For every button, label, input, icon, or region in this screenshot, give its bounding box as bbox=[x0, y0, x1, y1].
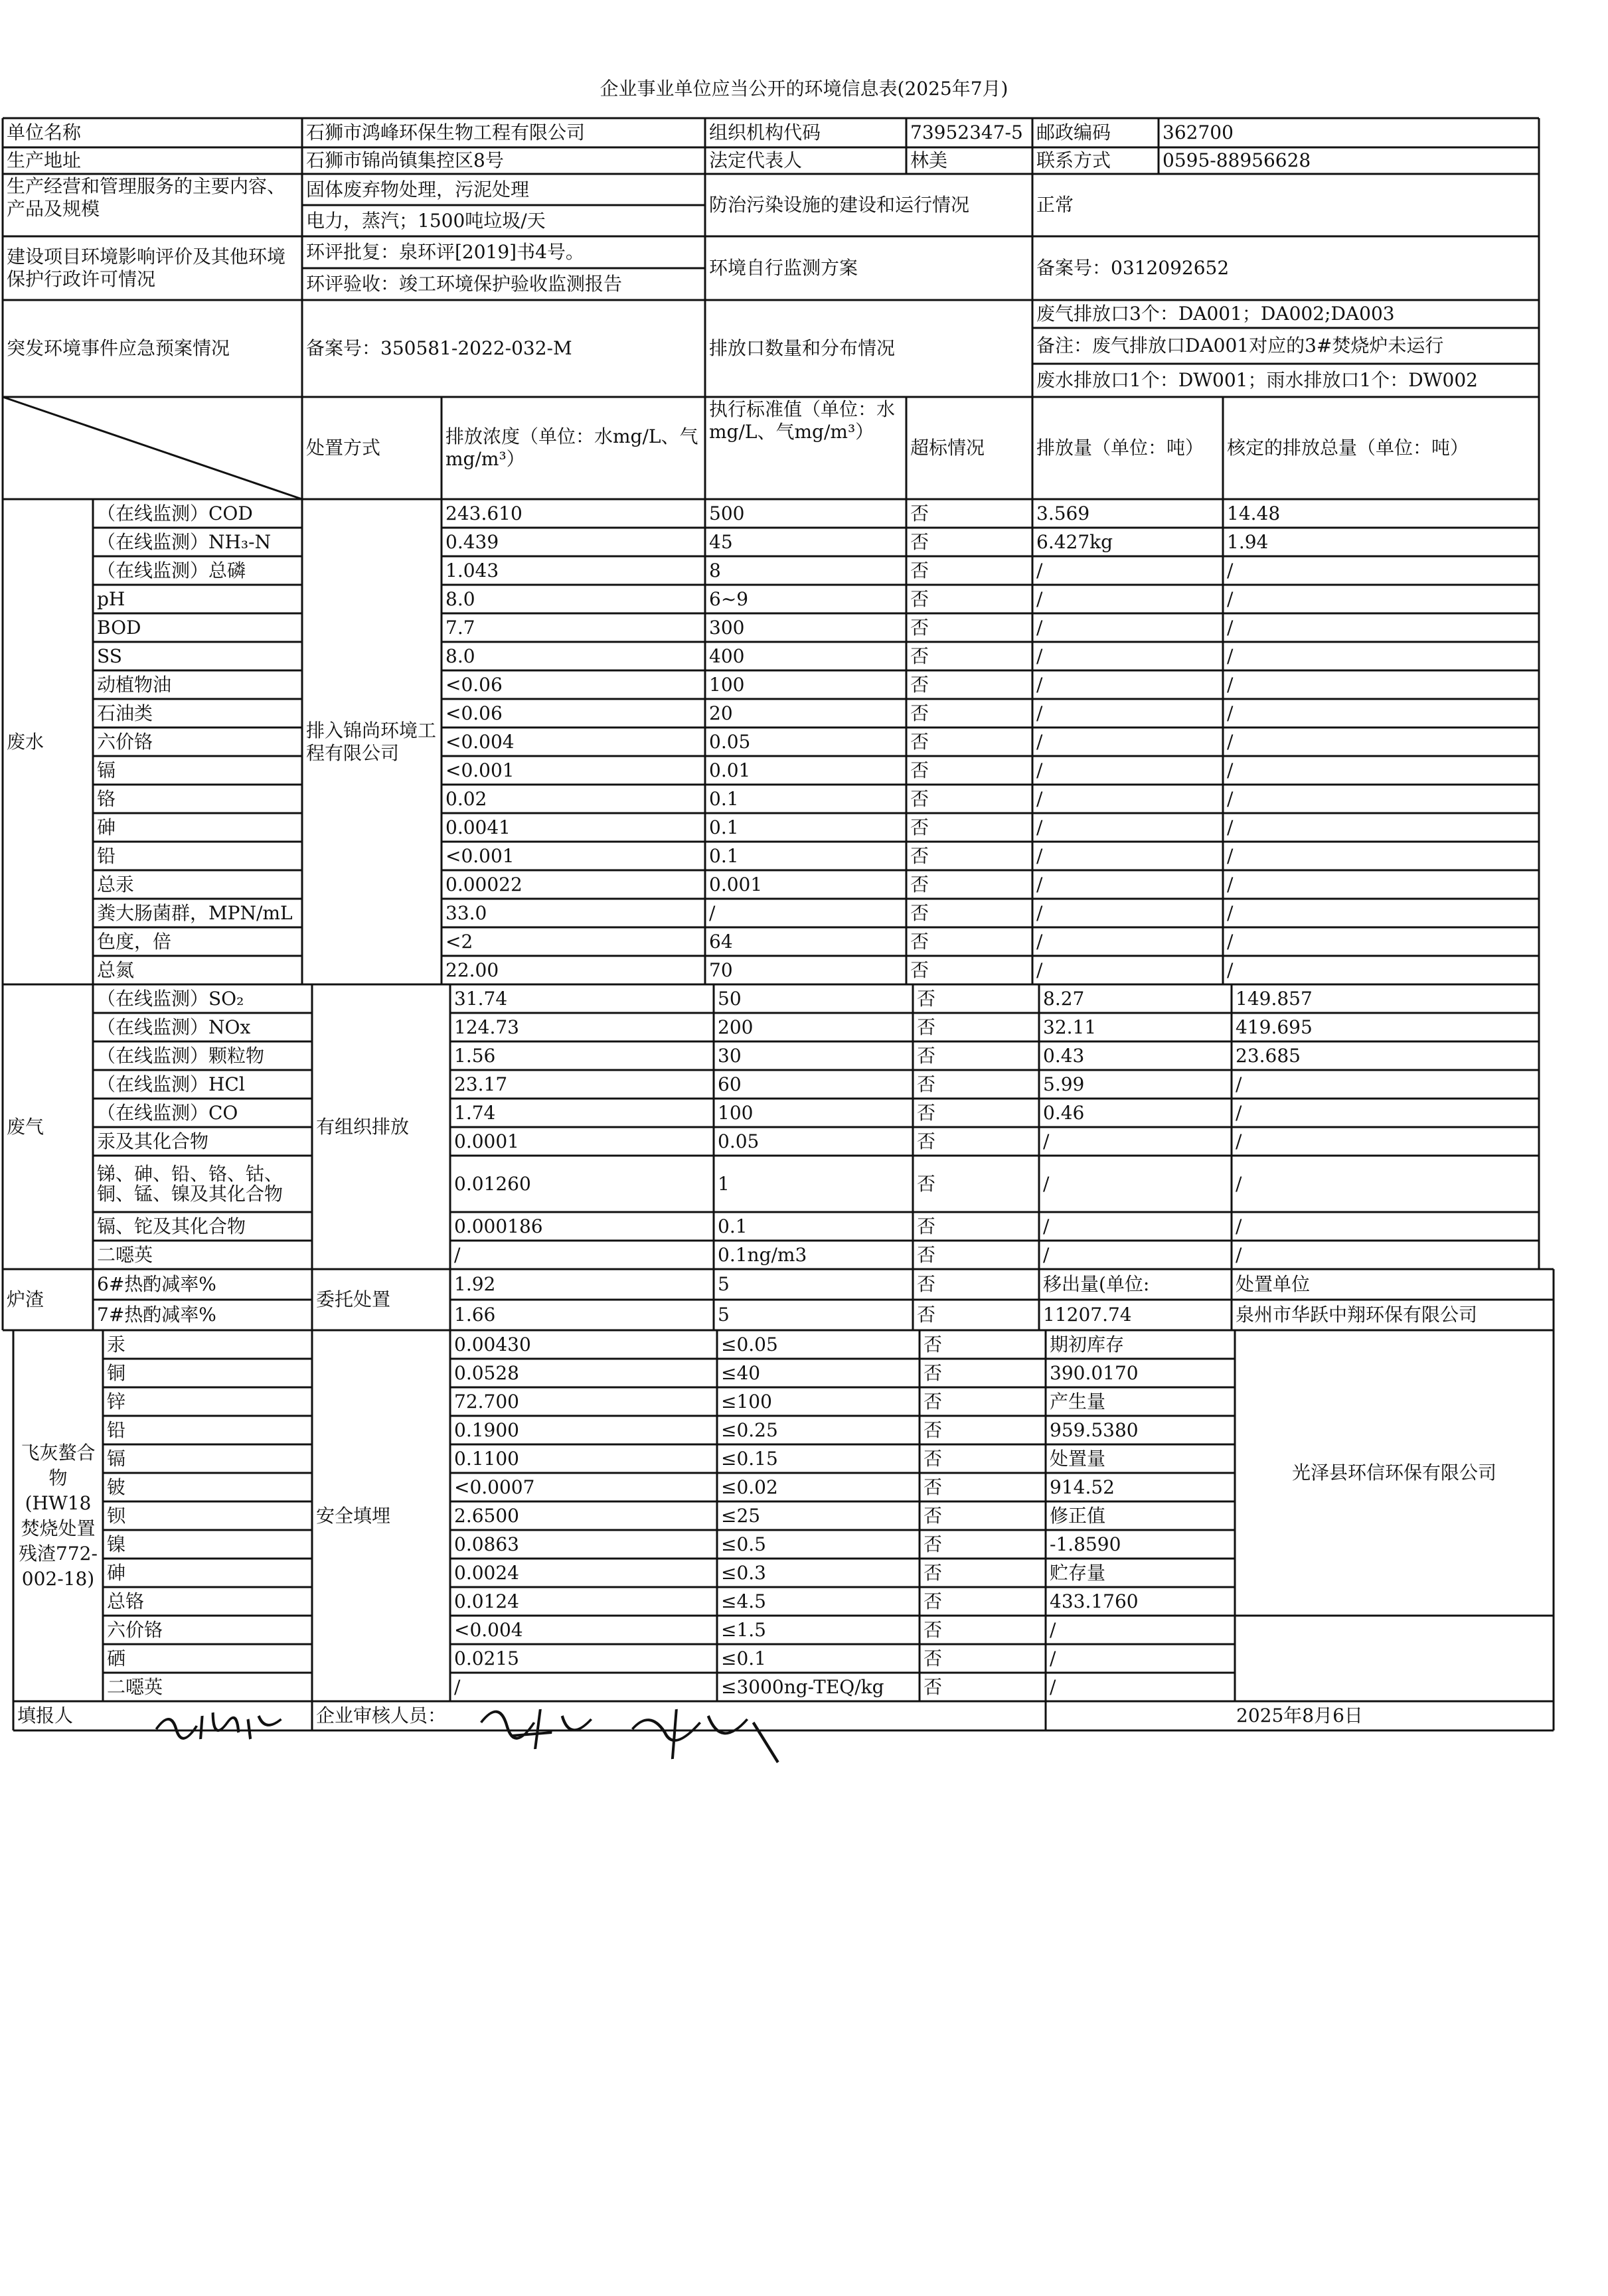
flyash-item-9: 总铬 bbox=[107, 1590, 145, 1612]
wastewater-concentration-6: <0.06 bbox=[445, 673, 503, 696]
flyash-stock-2: 产生量 bbox=[1050, 1390, 1106, 1413]
wastewater-standard-12: 0.1 bbox=[709, 844, 739, 867]
flyash-standard-0: ≤0.05 bbox=[721, 1333, 778, 1355]
wastegas-concentration-6: 0.01260 bbox=[454, 1172, 531, 1195]
wastewater-item-7: 石油类 bbox=[97, 702, 153, 724]
wastewater-concentration-3: 8.0 bbox=[445, 587, 475, 610]
wastewater-item-6: 动植物油 bbox=[97, 673, 172, 696]
wastewater-amount-14: / bbox=[1036, 901, 1043, 924]
slag-item-0: 6#热酌减率% bbox=[97, 1273, 216, 1295]
wastegas-exceed-7: 否 bbox=[917, 1215, 936, 1237]
reporter-label: 填报人 bbox=[17, 1705, 74, 1726]
slag-standard-0: 5 bbox=[718, 1273, 730, 1295]
wastewater-approved-4: / bbox=[1227, 616, 1234, 639]
wastegas-item-4: （在线监测）CO bbox=[97, 1101, 238, 1124]
wastewater-exceed-6: 否 bbox=[910, 673, 929, 696]
flyash-exceed-10: 否 bbox=[924, 1618, 943, 1641]
page-title: 企业事业单位应当公开的环境信息表(2025年7月) bbox=[600, 78, 1008, 100]
wastegas-standard-5: 0.05 bbox=[718, 1130, 760, 1152]
wastegas-exceed-3: 否 bbox=[917, 1073, 936, 1095]
flyash-item-7: 镍 bbox=[107, 1533, 126, 1555]
wastegas-item-7: 镉、铊及其化合物 bbox=[97, 1215, 246, 1237]
slag-concentration-0: 1.92 bbox=[454, 1273, 496, 1295]
flyash-method: 安全填埋 bbox=[316, 1504, 391, 1527]
flyash-concentration-9: 0.0124 bbox=[454, 1590, 519, 1612]
wastegas-approved-8: / bbox=[1236, 1243, 1242, 1266]
eia-label: 建设项目环境影响评价及其他环境保护行政许可情况 bbox=[7, 246, 286, 290]
slag-exceed-0: 否 bbox=[917, 1273, 936, 1295]
reviewer-signature bbox=[463, 1696, 812, 1778]
wastewater-approved-16: / bbox=[1227, 958, 1234, 981]
slag-unit: 泉州市华跃中翔环保有限公司 bbox=[1236, 1304, 1478, 1326]
flyash-exceed-12: 否 bbox=[924, 1675, 943, 1698]
wastewater-standard-3: 6~9 bbox=[709, 587, 749, 610]
wastewater-exceed-7: 否 bbox=[910, 702, 929, 724]
flyash-item-12: 二噁英 bbox=[107, 1675, 163, 1698]
wastewater-standard-4: 300 bbox=[709, 616, 745, 639]
wastewater-concentration-2: 1.043 bbox=[445, 559, 499, 581]
wastegas-method: 有组织排放 bbox=[316, 1115, 410, 1138]
flyash-standard-1: ≤40 bbox=[721, 1361, 761, 1384]
flyash-stock-5: 914.52 bbox=[1050, 1476, 1115, 1498]
wastewater-concentration-11: 0.0041 bbox=[445, 816, 511, 838]
wastewater-approved-6: / bbox=[1227, 673, 1234, 696]
wastewater-item-10: 铬 bbox=[97, 787, 116, 810]
wastewater-concentration-14: 33.0 bbox=[445, 901, 487, 924]
wastegas-standard-3: 60 bbox=[718, 1073, 742, 1095]
wastegas-amount-1: 32.11 bbox=[1043, 1016, 1097, 1038]
wastewater-concentration-16: 22.00 bbox=[445, 958, 499, 981]
flyash-stock-7: -1.8590 bbox=[1050, 1533, 1121, 1555]
wastewater-concentration-0: 243.610 bbox=[445, 502, 523, 524]
wastegas-category: 废气 bbox=[7, 1115, 44, 1138]
wastewater-item-3: pH bbox=[97, 587, 125, 610]
header-method: 处置方式 bbox=[306, 437, 381, 459]
wastewater-amount-9: / bbox=[1036, 759, 1043, 781]
business-1: 固体废弃物处理，污泥处理 bbox=[306, 178, 530, 200]
slag-concentration-1: 1.66 bbox=[454, 1304, 496, 1326]
wastegas-concentration-1: 124.73 bbox=[454, 1016, 519, 1038]
wastegas-approved-6: / bbox=[1236, 1172, 1242, 1195]
flyash-exceed-9: 否 bbox=[924, 1590, 943, 1612]
wastegas-item-0: （在线监测）SO₂ bbox=[97, 987, 244, 1010]
wastewater-standard-16: 70 bbox=[709, 958, 733, 981]
wastewater-standard-10: 0.1 bbox=[709, 787, 739, 810]
wastegas-amount-5: / bbox=[1043, 1130, 1050, 1152]
wastegas-amount-0: 8.27 bbox=[1043, 987, 1085, 1010]
grid-line bbox=[3, 397, 302, 499]
wastegas-concentration-8: / bbox=[454, 1243, 461, 1266]
wastegas-concentration-0: 31.74 bbox=[454, 987, 508, 1010]
wastewater-amount-12: / bbox=[1036, 844, 1043, 867]
monitoring: 备案号：0312092652 bbox=[1036, 257, 1230, 279]
wastegas-standard-8: 0.1ng/m3 bbox=[718, 1243, 807, 1266]
wastegas-amount-2: 0.43 bbox=[1043, 1044, 1085, 1067]
eia-2: 环评验收：竣工环境保护验收监测报告 bbox=[306, 273, 623, 295]
address: 石狮市锦尚镇集控区8号 bbox=[306, 149, 504, 171]
flyash-item-11: 硒 bbox=[107, 1647, 126, 1669]
wastewater-exceed-3: 否 bbox=[910, 587, 929, 610]
wastewater-standard-7: 20 bbox=[709, 702, 733, 724]
wastewater-concentration-13: 0.00022 bbox=[445, 873, 523, 895]
pollution-facility: 正常 bbox=[1036, 194, 1074, 216]
wastegas-item-1: （在线监测）NOx bbox=[97, 1016, 251, 1038]
wastewater-item-14: 粪大肠菌群，MPN/mL bbox=[97, 901, 293, 924]
flyash-item-10: 六价铬 bbox=[107, 1618, 163, 1641]
wastewater-approved-14: / bbox=[1227, 901, 1234, 924]
flyash-concentration-0: 0.00430 bbox=[454, 1333, 531, 1355]
flyash-stock-0: 期初库存 bbox=[1050, 1333, 1125, 1355]
flyash-concentration-10: <0.004 bbox=[454, 1618, 523, 1641]
wastewater-concentration-9: <0.001 bbox=[445, 759, 515, 781]
wastewater-item-9: 镉 bbox=[97, 759, 116, 781]
eia-1: 环评批复：泉环评[2019]书4号。 bbox=[306, 241, 584, 263]
wastegas-approved-4: / bbox=[1236, 1101, 1242, 1124]
wastegas-amount-8: / bbox=[1043, 1243, 1050, 1266]
wastegas-approved-0: 149.857 bbox=[1236, 987, 1313, 1010]
wastewater-item-12: 铅 bbox=[97, 844, 116, 867]
wastegas-concentration-7: 0.000186 bbox=[454, 1215, 543, 1237]
wastegas-exceed-0: 否 bbox=[917, 987, 936, 1010]
wastewater-amount-2: / bbox=[1036, 559, 1043, 581]
wastegas-approved-3: / bbox=[1236, 1073, 1242, 1095]
outlets-2: 备注：废气排放口DA001对应的3#焚烧炉未运行 bbox=[1036, 335, 1444, 356]
flyash-exceed-7: 否 bbox=[924, 1533, 943, 1555]
flyash-standard-3: ≤0.25 bbox=[721, 1418, 778, 1441]
wastegas-standard-6: 1 bbox=[718, 1172, 730, 1195]
header-concentration: 排放浓度（单位：水mg/L、气mg/m³） bbox=[445, 425, 698, 470]
business-2: 电力，蒸汽；1500吨垃圾/天 bbox=[306, 209, 546, 232]
flyash-item-2: 锌 bbox=[107, 1390, 126, 1413]
legal-rep-label: 法定代表人 bbox=[709, 149, 803, 171]
wastewater-exceed-11: 否 bbox=[910, 816, 929, 838]
wastegas-item-8: 二噁英 bbox=[97, 1243, 153, 1266]
flyash-standard-7: ≤0.5 bbox=[721, 1533, 766, 1555]
flyash-concentration-1: 0.0528 bbox=[454, 1361, 519, 1384]
flyash-unit-blank bbox=[1235, 1616, 1554, 1701]
wastewater-approved-8: / bbox=[1227, 730, 1234, 753]
org-code-label: 组织机构代码 bbox=[709, 121, 821, 143]
flyash-exceed-3: 否 bbox=[924, 1418, 943, 1441]
wastewater-concentration-7: <0.06 bbox=[445, 702, 503, 724]
wastewater-concentration-4: 7.7 bbox=[445, 616, 475, 639]
wastewater-item-13: 总汞 bbox=[97, 873, 135, 895]
wastewater-category: 废水 bbox=[7, 730, 44, 753]
wastewater-exceed-8: 否 bbox=[910, 730, 929, 753]
wastewater-approved-7: / bbox=[1227, 702, 1234, 724]
wastewater-amount-8: / bbox=[1036, 730, 1043, 753]
reviewer-label: 企业审核人员： bbox=[316, 1705, 447, 1726]
postcode: 362700 bbox=[1163, 121, 1234, 143]
wastewater-amount-13: / bbox=[1036, 873, 1043, 895]
unit-name: 石狮市鸿峰环保生物工程有限公司 bbox=[306, 121, 586, 143]
emergency: 备案号：350581-2022-032-M bbox=[306, 337, 572, 359]
wastegas-amount-6: / bbox=[1043, 1172, 1050, 1195]
outlets-3: 废水排放口1个：DW001；雨水排放口1个：DW002 bbox=[1036, 369, 1478, 391]
flyash-exceed-0: 否 bbox=[924, 1333, 943, 1355]
wastewater-standard-2: 8 bbox=[709, 559, 721, 581]
flyash-standard-4: ≤0.15 bbox=[721, 1447, 778, 1470]
flyash-item-3: 铅 bbox=[107, 1418, 126, 1441]
flyash-stock-6: 修正值 bbox=[1050, 1504, 1106, 1527]
wastewater-approved-2: / bbox=[1227, 559, 1234, 581]
footer-date: 2025年8月6日 bbox=[1236, 1705, 1363, 1726]
flyash-stock-10: / bbox=[1050, 1618, 1056, 1641]
wastegas-concentration-3: 23.17 bbox=[454, 1073, 508, 1095]
slag-exceed-1: 否 bbox=[917, 1304, 936, 1326]
wastewater-exceed-10: 否 bbox=[910, 787, 929, 810]
wastewater-item-4: BOD bbox=[97, 616, 141, 639]
wastewater-item-0: （在线监测）COD bbox=[97, 502, 253, 524]
flyash-standard-10: ≤1.5 bbox=[721, 1618, 766, 1641]
wastegas-item-6: 锑、砷、铅、铬、钴、铜、锰、镍及其化合物 bbox=[97, 1162, 283, 1205]
wastewater-approved-5: / bbox=[1227, 645, 1234, 667]
slag-header-unit: 处置单位 bbox=[1236, 1273, 1311, 1295]
header-approved: 核定的排放总量（单位：吨） bbox=[1227, 437, 1469, 459]
wastewater-standard-6: 100 bbox=[709, 673, 745, 696]
flyash-stock-3: 959.5380 bbox=[1050, 1418, 1139, 1441]
reporter-signature bbox=[147, 1703, 291, 1758]
wastewater-standard-5: 400 bbox=[709, 645, 745, 667]
flyash-standard-11: ≤0.1 bbox=[721, 1647, 766, 1669]
wastegas-standard-0: 50 bbox=[718, 987, 742, 1010]
wastewater-amount-15: / bbox=[1036, 930, 1043, 953]
flyash-stock-4: 处置量 bbox=[1050, 1447, 1106, 1470]
flyash-concentration-11: 0.0215 bbox=[454, 1647, 519, 1669]
wastegas-item-5: 汞及其化合物 bbox=[97, 1130, 209, 1152]
wastegas-approved-1: 419.695 bbox=[1236, 1016, 1313, 1038]
wastewater-amount-1: 6.427kg bbox=[1036, 530, 1113, 553]
legal-rep: 林美 bbox=[910, 149, 948, 171]
wastewater-exceed-14: 否 bbox=[910, 901, 929, 924]
wastewater-amount-3: / bbox=[1036, 587, 1043, 610]
wastegas-approved-7: / bbox=[1236, 1215, 1242, 1237]
flyash-concentration-6: 2.6500 bbox=[454, 1504, 519, 1527]
wastewater-standard-1: 45 bbox=[709, 530, 733, 553]
flyash-item-5: 铍 bbox=[107, 1476, 126, 1498]
flyash-concentration-8: 0.0024 bbox=[454, 1561, 519, 1584]
wastegas-approved-5: / bbox=[1236, 1130, 1242, 1152]
flyash-stock-1: 390.0170 bbox=[1050, 1361, 1139, 1384]
wastewater-method: 排入锦尚环境工程有限公司 bbox=[306, 719, 437, 764]
flyash-standard-8: ≤0.3 bbox=[721, 1561, 766, 1584]
flyash-category: 飞灰螯合物(HW18焚烧处置残渣772-002-18) bbox=[19, 1441, 98, 1590]
wastewater-concentration-8: <0.004 bbox=[445, 730, 515, 753]
wastewater-approved-10: / bbox=[1227, 787, 1234, 810]
emergency-label: 突发环境事件应急预案情况 bbox=[7, 337, 230, 359]
wastewater-standard-14: / bbox=[709, 901, 716, 924]
wastewater-item-5: SS bbox=[97, 645, 122, 667]
flyash-exceed-6: 否 bbox=[924, 1504, 943, 1527]
flyash-concentration-5: <0.0007 bbox=[454, 1476, 535, 1498]
wastewater-concentration-12: <0.001 bbox=[445, 844, 515, 867]
flyash-stock-12: / bbox=[1050, 1675, 1056, 1698]
monitoring-label: 环境自行监测方案 bbox=[709, 257, 858, 279]
flyash-stock-11: / bbox=[1050, 1647, 1056, 1669]
wastegas-item-2: （在线监测）颗粒物 bbox=[97, 1044, 265, 1067]
contact-label: 联系方式 bbox=[1036, 149, 1111, 171]
header-exceed: 超标情况 bbox=[910, 437, 985, 459]
wastegas-concentration-4: 1.74 bbox=[454, 1101, 496, 1124]
pollution-facility-label: 防治污染设施的建设和运行情况 bbox=[709, 194, 970, 216]
wastewater-amount-4: / bbox=[1036, 616, 1043, 639]
wastegas-standard-1: 200 bbox=[718, 1016, 754, 1038]
wastewater-item-1: （在线监测）NH₃-N bbox=[97, 530, 272, 553]
slag-item-1: 7#热酌减率% bbox=[97, 1304, 216, 1326]
outlets-1: 废气排放口3个：DA001；DA002;DA003 bbox=[1036, 303, 1395, 325]
wastewater-approved-11: / bbox=[1227, 816, 1234, 838]
flyash-concentration-4: 0.1100 bbox=[454, 1447, 519, 1470]
wastegas-approved-2: 23.685 bbox=[1236, 1044, 1301, 1067]
flyash-stock-8: 贮存量 bbox=[1050, 1561, 1106, 1584]
wastegas-standard-7: 0.1 bbox=[718, 1215, 748, 1237]
flyash-item-0: 汞 bbox=[107, 1333, 126, 1355]
wastegas-exceed-8: 否 bbox=[917, 1243, 936, 1266]
wastegas-exceed-4: 否 bbox=[917, 1101, 936, 1124]
wastewater-approved-1: 1.94 bbox=[1227, 530, 1269, 553]
address-label: 生产地址 bbox=[7, 149, 82, 171]
wastewater-item-2: （在线监测）总磷 bbox=[97, 559, 246, 581]
flyash-unit: 光泽县环信环保有限公司 bbox=[1291, 1462, 1496, 1484]
wastewater-concentration-15: <2 bbox=[445, 930, 473, 953]
wastewater-approved-13: / bbox=[1227, 873, 1234, 895]
wastewater-item-16: 总氮 bbox=[97, 958, 135, 981]
wastewater-exceed-9: 否 bbox=[910, 759, 929, 781]
wastewater-standard-15: 64 bbox=[709, 930, 733, 953]
flyash-item-6: 钡 bbox=[107, 1504, 126, 1527]
wastewater-approved-15: / bbox=[1227, 930, 1234, 953]
wastegas-exceed-6: 否 bbox=[917, 1172, 936, 1195]
org-code: 73952347-5 bbox=[910, 121, 1023, 143]
wastewater-approved-12: / bbox=[1227, 844, 1234, 867]
wastewater-amount-11: / bbox=[1036, 816, 1043, 838]
slag-amount: 11207.74 bbox=[1043, 1304, 1132, 1326]
wastegas-exceed-5: 否 bbox=[917, 1130, 936, 1152]
slag-standard-1: 5 bbox=[718, 1304, 730, 1326]
flyash-concentration-3: 0.1900 bbox=[454, 1418, 519, 1441]
flyash-concentration-12: / bbox=[454, 1675, 461, 1698]
wastewater-approved-0: 14.48 bbox=[1227, 502, 1281, 524]
flyash-concentration-2: 72.700 bbox=[454, 1390, 519, 1413]
wastewater-item-15: 色度，倍 bbox=[97, 930, 172, 953]
flyash-exceed-5: 否 bbox=[924, 1476, 943, 1498]
wastegas-concentration-2: 1.56 bbox=[454, 1044, 496, 1067]
flyash-standard-2: ≤100 bbox=[721, 1390, 772, 1413]
wastegas-exceed-1: 否 bbox=[917, 1016, 936, 1038]
wastewater-amount-6: / bbox=[1036, 673, 1043, 696]
business-label: 生产经营和管理服务的主要内容、产品及规模 bbox=[7, 175, 286, 220]
postcode-label: 邮政编码 bbox=[1036, 121, 1111, 143]
unit-name-label: 单位名称 bbox=[7, 121, 82, 143]
slag-header-amount: 移出量(单位: bbox=[1043, 1273, 1150, 1295]
flyash-exceed-2: 否 bbox=[924, 1390, 943, 1413]
flyash-standard-12: ≤3000ng-TEQ/kg bbox=[721, 1675, 884, 1698]
wastewater-exceed-0: 否 bbox=[910, 502, 929, 524]
wastewater-concentration-10: 0.02 bbox=[445, 787, 487, 810]
flyash-item-8: 砷 bbox=[107, 1561, 126, 1584]
flyash-exceed-4: 否 bbox=[924, 1447, 943, 1470]
wastewater-concentration-1: 0.439 bbox=[445, 530, 499, 553]
flyash-concentration-7: 0.0863 bbox=[454, 1533, 519, 1555]
flyash-standard-6: ≤25 bbox=[721, 1504, 761, 1527]
flyash-exceed-11: 否 bbox=[924, 1647, 943, 1669]
wastewater-exceed-2: 否 bbox=[910, 559, 929, 581]
wastewater-exceed-12: 否 bbox=[910, 844, 929, 867]
wastewater-exceed-4: 否 bbox=[910, 616, 929, 639]
wastewater-exceed-13: 否 bbox=[910, 873, 929, 895]
wastegas-standard-4: 100 bbox=[718, 1101, 754, 1124]
slag-method: 委托处置 bbox=[316, 1288, 391, 1310]
wastewater-item-11: 砷 bbox=[97, 816, 116, 838]
wastegas-item-3: （在线监测）HCl bbox=[97, 1073, 245, 1095]
wastegas-amount-7: / bbox=[1043, 1215, 1050, 1237]
flyash-stock-9: 433.1760 bbox=[1050, 1590, 1139, 1612]
flyash-standard-5: ≤0.02 bbox=[721, 1476, 778, 1498]
wastewater-standard-8: 0.05 bbox=[709, 730, 751, 753]
wastewater-standard-11: 0.1 bbox=[709, 816, 739, 838]
flyash-standard-9: ≤4.5 bbox=[721, 1590, 766, 1612]
wastegas-standard-2: 30 bbox=[718, 1044, 742, 1067]
flyash-item-4: 镉 bbox=[107, 1447, 126, 1470]
header-amount: 排放量（单位：吨） bbox=[1036, 437, 1204, 459]
wastewater-exceed-16: 否 bbox=[910, 958, 929, 981]
wastewater-standard-13: 0.001 bbox=[709, 873, 763, 895]
wastewater-approved-9: / bbox=[1227, 759, 1234, 781]
wastewater-amount-16: / bbox=[1036, 958, 1043, 981]
flyash-exceed-1: 否 bbox=[924, 1361, 943, 1384]
wastegas-exceed-2: 否 bbox=[917, 1044, 936, 1067]
wastewater-approved-3: / bbox=[1227, 587, 1234, 610]
wastewater-concentration-5: 8.0 bbox=[445, 645, 475, 667]
wastegas-concentration-5: 0.0001 bbox=[454, 1130, 519, 1152]
outlets-label: 排放口数量和分布情况 bbox=[709, 337, 896, 359]
wastewater-amount-10: / bbox=[1036, 787, 1043, 810]
wastewater-amount-0: 3.569 bbox=[1036, 502, 1090, 524]
wastewater-exceed-1: 否 bbox=[910, 530, 929, 553]
wastewater-exceed-15: 否 bbox=[910, 930, 929, 953]
header-standard: 执行标准值（单位：水mg/L、气mg/m³） bbox=[709, 398, 896, 443]
wastegas-amount-3: 5.99 bbox=[1043, 1073, 1085, 1095]
wastewater-amount-7: / bbox=[1036, 702, 1043, 724]
slag-category: 炉渣 bbox=[7, 1288, 44, 1310]
flyash-exceed-8: 否 bbox=[924, 1561, 943, 1584]
wastewater-standard-9: 0.01 bbox=[709, 759, 751, 781]
contact: 0595-88956628 bbox=[1163, 149, 1311, 171]
wastewater-amount-5: / bbox=[1036, 645, 1043, 667]
wastewater-standard-0: 500 bbox=[709, 502, 745, 524]
wastegas-amount-4: 0.46 bbox=[1043, 1101, 1085, 1124]
wastewater-item-8: 六价铬 bbox=[97, 730, 153, 753]
flyash-item-1: 铜 bbox=[107, 1361, 126, 1384]
wastewater-exceed-5: 否 bbox=[910, 645, 929, 667]
